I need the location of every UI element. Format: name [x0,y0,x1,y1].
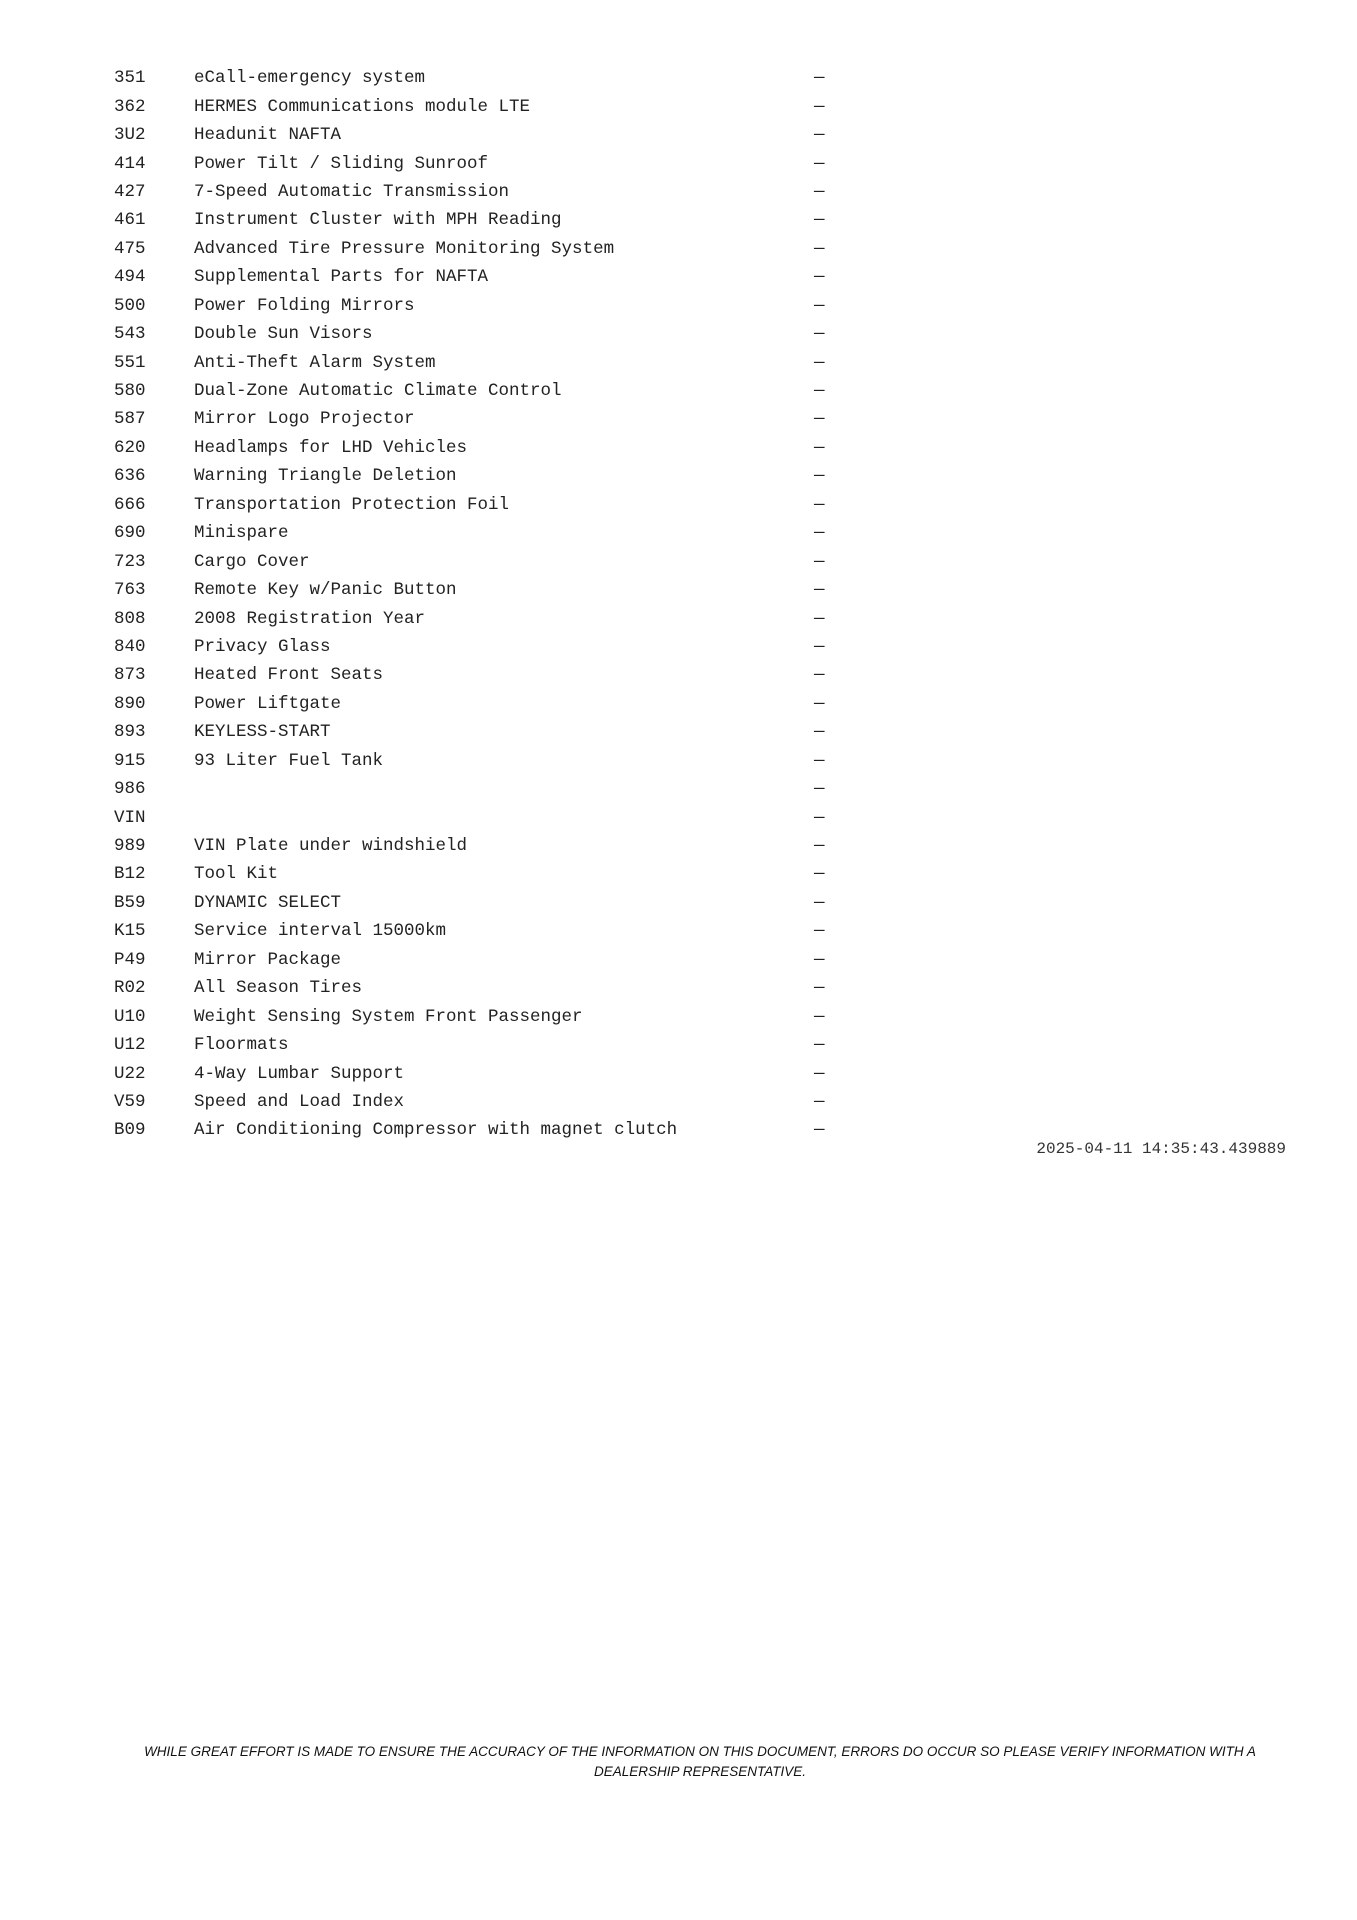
option-value: — [814,96,825,117]
option-value: — [814,836,825,857]
option-value: — [814,324,825,345]
option-code: 500 [114,295,146,316]
option-row [114,946,834,974]
option-row [114,661,834,689]
option-description: Weight Sensing System Front Passenger [194,1006,583,1027]
option-value: — [814,153,825,174]
option-code: B09 [114,1120,146,1141]
option-value: — [814,210,825,231]
option-row [114,604,834,632]
option-code: 461 [114,210,146,231]
option-description: 7-Speed Automatic Transmission [194,181,510,202]
option-row [114,263,834,291]
option-description: All Season Tires [194,978,363,999]
option-value: — [814,1035,825,1056]
option-value: — [814,437,825,458]
option-code: 986 [114,779,146,800]
option-value: — [814,551,825,572]
option-description: 2008 Registration Year [194,608,426,629]
option-code: 808 [114,608,146,629]
option-description: Tool Kit [194,864,279,885]
option-row [114,206,834,234]
option-description: Dual-Zone Automatic Climate Control [194,381,562,402]
option-row [114,690,834,718]
option-description: Cargo Cover [194,551,310,572]
option-value: — [814,267,825,288]
timestamp: 2025-04-11 14:35:43.439889 [1036,1140,1286,1158]
option-row [114,462,834,490]
option-code: 840 [114,636,146,657]
option-code: B12 [114,864,146,885]
option-code: B59 [114,892,146,913]
option-row [114,803,834,831]
option-value: — [814,892,825,913]
option-code: 580 [114,381,146,402]
option-description: Minispare [194,523,289,544]
option-row [114,576,834,604]
option-value: — [814,1120,825,1141]
option-description: VIN Plate under windshield [194,836,468,857]
option-code: 890 [114,693,146,714]
option-value: — [814,381,825,402]
option-code: 666 [114,494,146,515]
option-row [114,1031,834,1059]
option-value: — [814,466,825,487]
option-row [114,974,834,1002]
option-row [114,832,834,860]
option-row [114,633,834,661]
option-code: 543 [114,324,146,345]
option-row [114,519,834,547]
disclaimer [120,1742,1280,1782]
option-value: — [814,807,825,828]
option-row [114,149,834,177]
option-value: — [814,750,825,771]
option-value: — [814,779,825,800]
option-row [114,1088,834,1116]
option-description: Speed and Load Index [194,1091,405,1112]
option-description: Mirror Logo Projector [194,409,415,430]
option-row [114,377,834,405]
option-code: 475 [114,238,146,259]
option-value: — [814,864,825,885]
option-value: — [814,1063,825,1084]
option-row [114,320,834,348]
option-description: Service interval 15000km [194,921,447,942]
option-row [114,491,834,519]
option-code: 351 [114,68,146,89]
option-code: 915 [114,750,146,771]
option-value: — [814,352,825,373]
option-value: — [814,181,825,202]
option-value: — [814,636,825,657]
option-row [114,405,834,433]
option-description: Double Sun Visors [194,324,373,345]
option-row [114,292,834,320]
option-description: Privacy Glass [194,636,331,657]
option-code: 989 [114,836,146,857]
option-description: HERMES Communications module LTE [194,96,531,117]
option-code: P49 [114,949,146,970]
option-value: — [814,949,825,970]
option-description: Headlamps for LHD Vehicles [194,437,468,458]
option-code: 414 [114,153,146,174]
option-row [114,434,834,462]
option-code: R02 [114,978,146,999]
option-value: — [814,238,825,259]
disclaimer-line-1: WHILE GREAT EFFORT IS MADE TO ENSURE THE ACCURACY OF THE INFORMATION ON THIS DOCUMENT, ERRORS DO OCCUR SO PLEASE VERIFY INFORMATION WITH A [144,1744,1256,1759]
option-row [114,747,834,775]
disclaimer-line-2: DEALERSHIP REPRESENTATIVE. [593,1764,807,1779]
option-description: 4-Way Lumbar Support [194,1063,405,1084]
option-code: 587 [114,409,146,430]
option-row [114,1116,834,1144]
option-value: — [814,494,825,515]
option-description: Power Liftgate [194,693,342,714]
option-description: Transportation Protection Foil [194,494,510,515]
option-value: — [814,580,825,601]
option-row [114,917,834,945]
option-code: 763 [114,580,146,601]
option-description: Power Folding Mirrors [194,295,415,316]
option-row [114,775,834,803]
option-value: — [814,523,825,544]
option-code: U22 [114,1063,146,1084]
option-description: Supplemental Parts for NAFTA [194,267,489,288]
option-description: Instrument Cluster with MPH Reading [194,210,562,231]
option-value: — [814,978,825,999]
option-code: V59 [114,1091,146,1112]
option-code: 723 [114,551,146,572]
options-list [114,64,834,1145]
option-description: Mirror Package [194,949,342,970]
option-row [114,235,834,263]
option-code: K15 [114,921,146,942]
option-value: — [814,1091,825,1112]
option-code: U12 [114,1035,146,1056]
option-description: DYNAMIC SELECT [194,892,342,913]
option-value: — [814,295,825,316]
option-code: 620 [114,437,146,458]
option-description: Advanced Tire Pressure Monitoring System [194,238,615,259]
option-row [114,1059,834,1087]
option-code: 551 [114,352,146,373]
option-value: — [814,693,825,714]
option-code: 3U2 [114,125,146,146]
option-value: — [814,722,825,743]
option-value: — [814,125,825,146]
option-description: Power Tilt / Sliding Sunroof [194,153,489,174]
option-description: Remote Key w/Panic Button [194,580,457,601]
option-row [114,348,834,376]
option-row [114,547,834,575]
option-value: — [814,608,825,629]
option-value: — [814,409,825,430]
option-row [114,121,834,149]
option-row [114,92,834,120]
option-value: — [814,921,825,942]
option-description: 93 Liter Fuel Tank [194,750,384,771]
option-code: U10 [114,1006,146,1027]
option-code: 636 [114,466,146,487]
option-description: eCall-emergency system [194,68,426,89]
option-row [114,860,834,888]
option-description: KEYLESS-START [194,722,331,743]
option-description: Air Conditioning Compressor with magnet clutch [194,1120,678,1141]
option-code: 494 [114,267,146,288]
option-code: 690 [114,523,146,544]
option-code: 427 [114,181,146,202]
option-code: VIN [114,807,146,828]
option-description: Anti-Theft Alarm System [194,352,436,373]
option-description: Headunit NAFTA [194,125,342,146]
option-description: Warning Triangle Deletion [194,466,457,487]
option-row [114,718,834,746]
option-row [114,64,834,92]
option-row [114,178,834,206]
option-row [114,1002,834,1030]
option-code: 362 [114,96,146,117]
option-value: — [814,1006,825,1027]
option-description: Floormats [194,1035,289,1056]
option-code: 873 [114,665,146,686]
option-description: Heated Front Seats [194,665,384,686]
option-value: — [814,665,825,686]
option-row [114,889,834,917]
option-value: — [814,68,825,89]
option-code: 893 [114,722,146,743]
